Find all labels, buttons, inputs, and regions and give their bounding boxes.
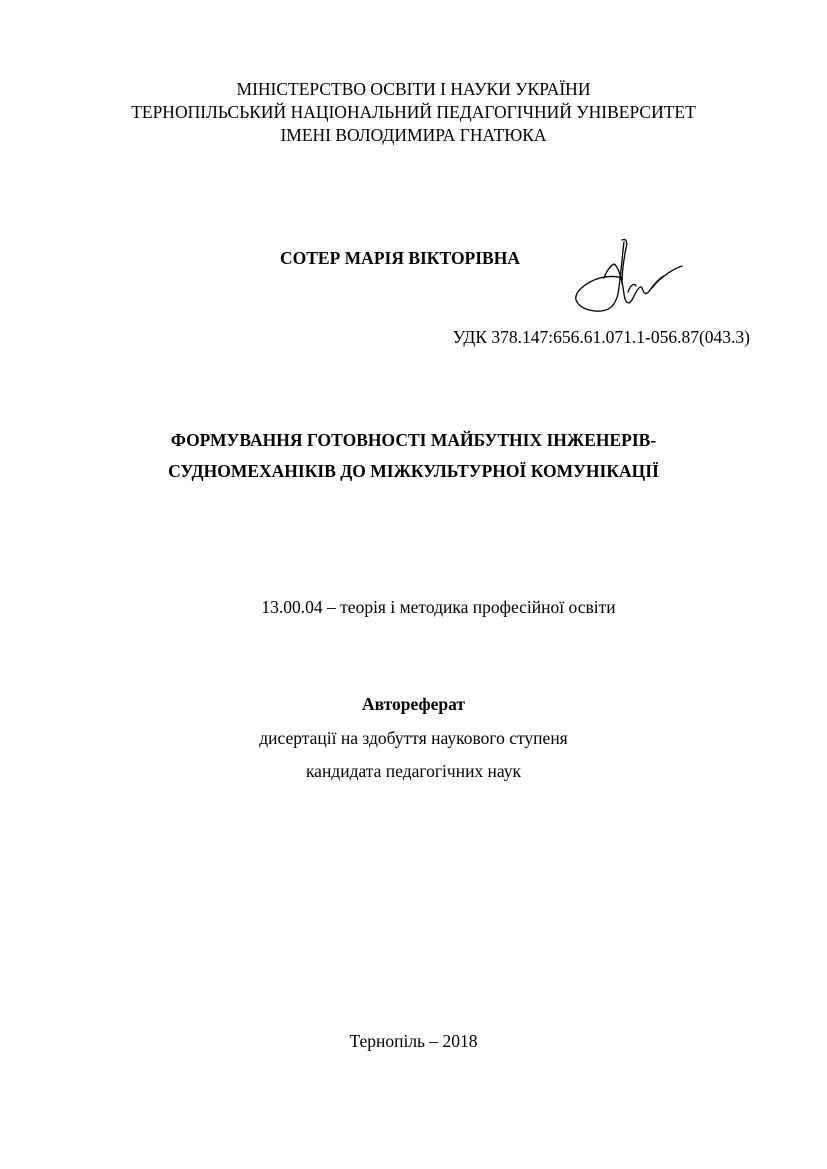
university-heading: ТЕРНОПІЛЬСЬКИЙ НАЦІОНАЛЬНИЙ ПЕДАГОГІЧНИЙ УНІВЕРСИТЕТ: [131, 102, 696, 122]
ministry-heading: МІНІСТЕРСТВО ОСВІТИ І НАУКИ УКРАЇНИ: [236, 79, 591, 99]
degree-purpose-line-2: кандидата педагогічних наук: [305, 761, 522, 781]
specialty-code: 13.00.04 – теорія і методика професійної освіти: [261, 597, 616, 617]
degree-purpose-line-1: дисертації на здобуття наукового ступеня: [259, 728, 568, 748]
city-year: Тернопіль – 2018: [349, 1031, 478, 1051]
dissertation-title-line-1: ФОРМУВАННЯ ГОТОВНОСТІ МАЙБУТНІХ ІНЖЕНЕРІВ-: [170, 430, 657, 450]
dissertation-title-line-2: СУДНОМЕХАНІКІВ ДО МІЖКУЛЬТУРНОЇ КОМУНІКАЦІЇ: [168, 461, 659, 481]
document-type: Автореферат: [362, 694, 465, 714]
handwritten-signature: [566, 236, 686, 320]
author-name: СОТЕР МАРІЯ ВІКТОРІВНА: [280, 248, 520, 268]
university-name-heading: ІМЕНІ ВОЛОДИМИРА ГНАТЮКА: [280, 125, 547, 145]
udc-code: УДК 378.147:656.61.071.1-056.87(043.3): [452, 327, 750, 347]
